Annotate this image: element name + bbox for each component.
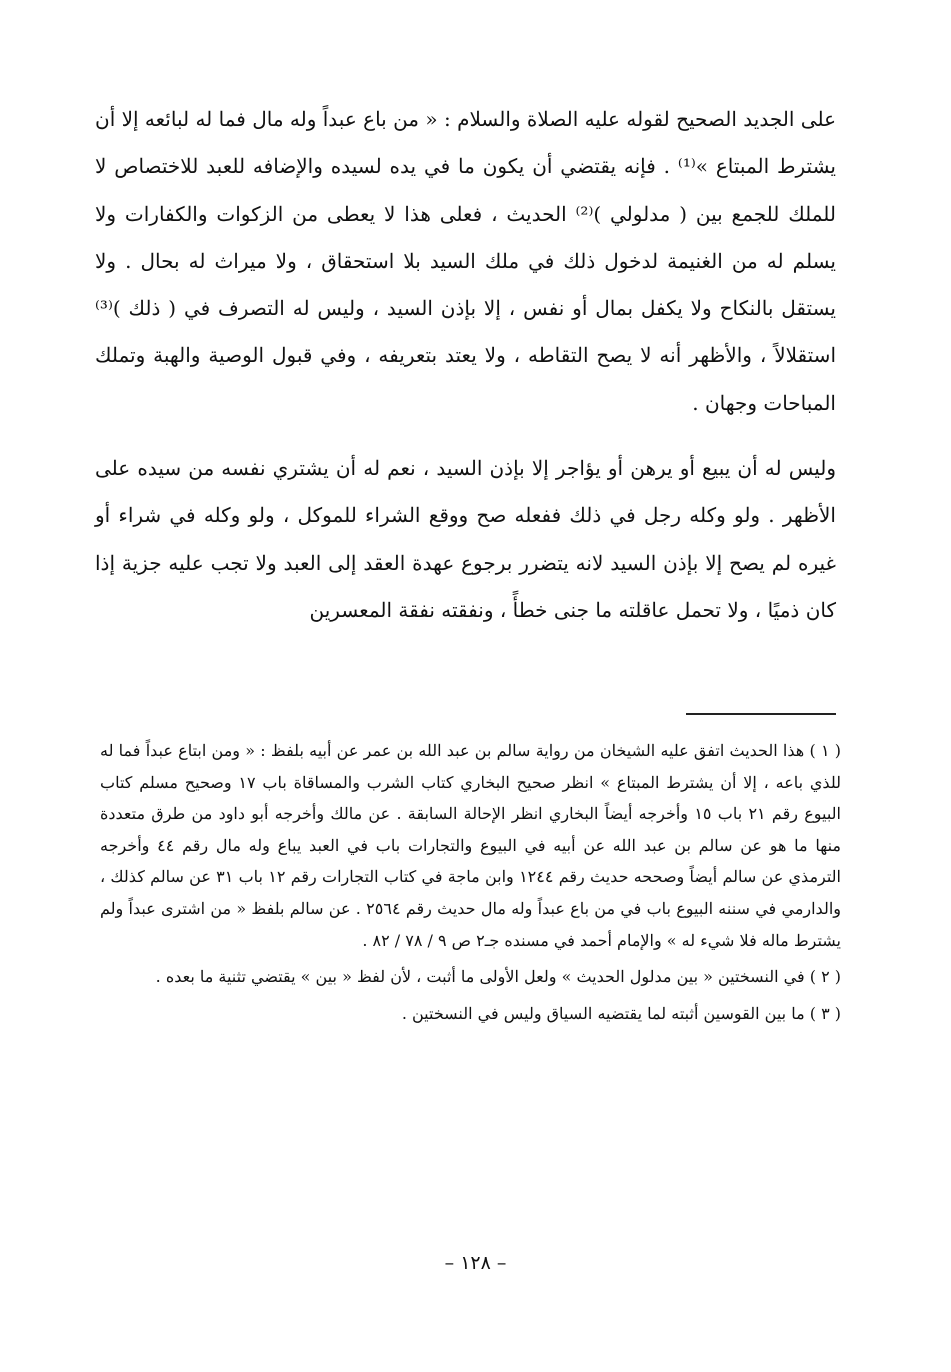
footnote-text: ما بين القوسين أثبته لما يقتضيه السياق وليس في النسختين .	[401, 1003, 805, 1023]
footnote-1	[100, 735, 841, 956]
page-number: – ١٢٨ –	[444, 1252, 507, 1274]
footnote-marker: ( ١ )	[809, 741, 842, 760]
main-text	[95, 96, 836, 634]
footnote-text: في النسختين « بين مدلول الحديث » ولعل الأولى ما أثبت ، لأن لفظ « بين » يقتضي تثنية ما بعده .	[155, 967, 805, 987]
footnote-marker: ( ٢ )	[809, 967, 841, 987]
footnote-2	[100, 961, 841, 993]
footnote-text: هذا الحديث اتفق عليه الشيخان من رواية سالم بن عبد الله بن عمر عن أبيه بلفظ : « ومن ابتاع عبداً فما له للذي باعه ، إلا أن يشترط المبتاع » انظر صحيح البخاري كتاب الشرب والمساقاة باب ١٧ وصحيح مسلم كتاب البيوع رقم ٢١ باب ١٥ وأخرجه أيضاً البخاري انظر الإحالة السابقة . عن مالك وأخرجه أبو داود من طرق متعددة منها ما هو عن سالم بن عبد الله عن أبيه في البيوع والتجارات باب في العبد يباع وله مال رقم ٤٤ وأخرجه الترمذي عن سالم أيضاً وصححه حديث رقم ١٢٤٤ وابن ماجة في كتاب التجارات رقم ١٢ باب ٣١ عن سالم كذلك ، والدارمي في سننه البيوع باب في من باع عبداً وله مال حديث رقم ٢٥٦٤ . عن سالم بلفظ « من اشترى عبداً ولم يشترط ماله فلا شيء له » والإمام أحمد في مسنده جـ٢ ص ٩ / ٧٨ / ٨٢ .	[100, 741, 842, 950]
footnotes	[100, 735, 841, 1029]
main-paragraph-1: على الجديد الصحيح لقوله عليه الصلاة والسلام : « من باع عبداً وله مال فما له لبائعه إلا أن يشترط المبتاع »⁽¹⁾ . فإنه يقتضي أن يكون ما في يده لسيده والإضافه للعبد للاختصاص لا للملك للجمع بين ( مدلولي )⁽²⁾ الحديث ، فعلى هذا لا يعطى من الزكوات والكفارات ولا يسلم له من الغنيمة لدخول ذلك في ملك السيد بلا استحقاق ، ولا ميراث له بحال . ولا يستقل بالنكاح ولا يكفل بمال أو نفس ، إلا بإذن السيد ، وليس له التصرف في ( ذلك )⁽³⁾ استقلالاً ، والأظهر أنه لا يصح التقاطه ، ولا يعتد بتعريفه ، وفي قبول الوصية والهبة وتملك المباحات وجهان .	[95, 107, 836, 415]
footnote-divider	[686, 713, 836, 715]
footnote-marker: ( ٣ )	[809, 1003, 841, 1023]
footnote-3	[100, 998, 841, 1030]
main-paragraph-2: وليس له أن يبيع أو يرهن أو يؤاجر إلا بإذن السيد ، نعم له أن يشتري نفسه من سيده على الأظهر . ولو وكله رجل في ذلك ففعله صح ووقع الشراء للموكل ، ولو وكله في شراء أو غيره لم يصح إلا بإذن السيد لانه يتضرر برجوع عهدة العقد إلى العبد ولا تجب عليه جزية إذا كان ذميًا ، ولا تحمل عاقلته ما جنى خطأً ، ونفقته نفقة المعسرين	[95, 456, 836, 622]
